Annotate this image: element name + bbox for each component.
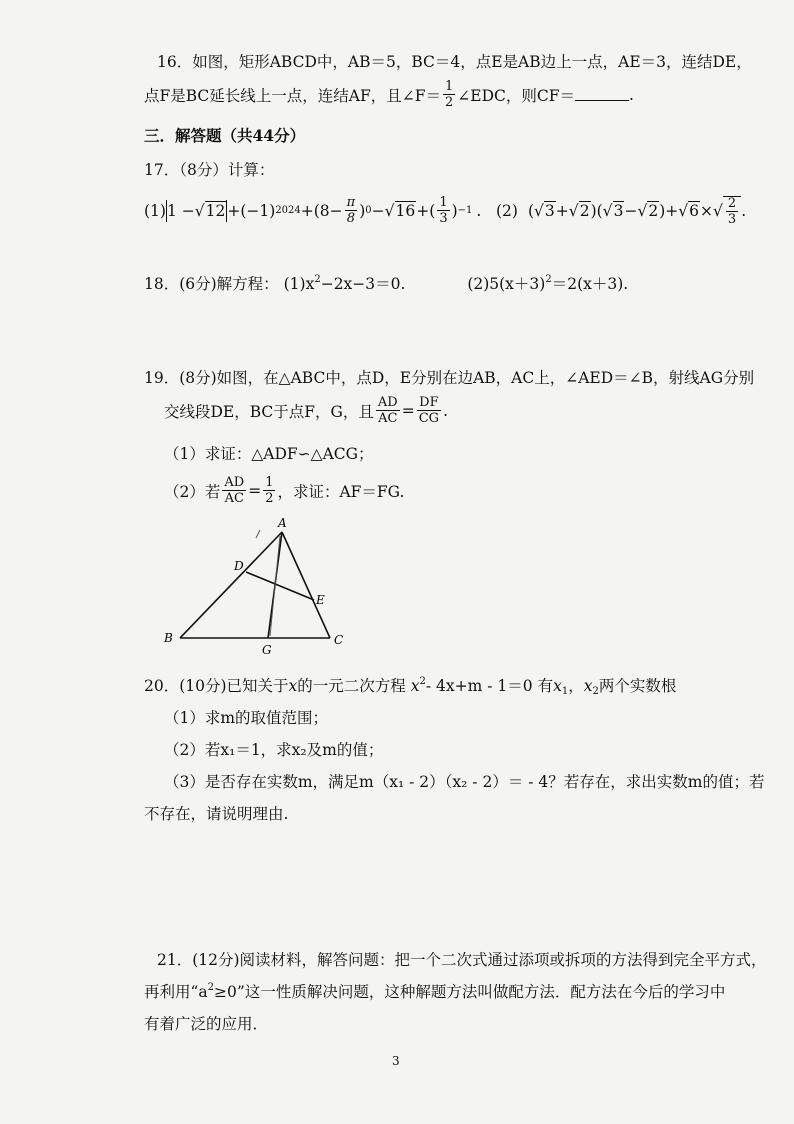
q18-p1-exp: 2 xyxy=(314,274,321,285)
q16-line2 xyxy=(144,80,634,109)
q16-fraction xyxy=(443,80,455,109)
q19-eq: = xyxy=(401,401,415,420)
q21-line2 xyxy=(144,980,725,1002)
q17-sqrt-6: √6 xyxy=(678,202,700,220)
q17-radicand-3a: 3 xyxy=(544,202,555,220)
q19-f2-den: CG xyxy=(418,411,440,426)
q17-p1-g: ) xyxy=(451,201,458,220)
q19-sub2-vden: 2 xyxy=(265,491,274,506)
q17-sqrt-12: √12 xyxy=(194,201,226,220)
q16-frac-den: 2 xyxy=(444,95,454,110)
q17-part1: (1) 1 − √12 +(−1) 2024 +(8− $\frac{\pi}{8}$ ) 0 − √16 +( $\frac{1}{3}$ ) −1 . xyxy=(144,195,482,226)
label-g: G xyxy=(262,643,272,657)
q18-header: 18．(6分)解方程： xyxy=(144,275,279,293)
q16-frac-num: 1 xyxy=(444,79,454,94)
q17-p2-a: ( xyxy=(527,202,535,220)
q20-line1-d: 两个实数根 xyxy=(598,677,677,695)
q18-p2-b: ＝2(x＋3). xyxy=(551,275,629,293)
q19-line2 xyxy=(164,396,448,425)
q19-sub2 xyxy=(164,476,404,505)
q17-sqrt-3b: √3 xyxy=(602,202,624,220)
q17-sqrt-3a: √3 xyxy=(534,202,555,220)
label-c: C xyxy=(334,633,344,647)
q19-sub2-fnum: AD xyxy=(224,475,245,490)
q19-f1-num: AD xyxy=(377,395,398,410)
page-number: 3 xyxy=(392,1054,400,1068)
q17-pi-num: π xyxy=(346,195,356,210)
q17-part2 xyxy=(496,196,746,226)
label-e: E xyxy=(316,593,325,607)
q20-sub1: （1）求m的取值范围； xyxy=(164,709,329,727)
q17-radicand-2a: 2 xyxy=(579,202,590,220)
q17-p1-end: . xyxy=(476,201,482,220)
q20-x2-sub: 2 xyxy=(592,686,599,697)
q20-line1 xyxy=(144,674,676,696)
triangle-figure xyxy=(150,512,360,662)
q17-sqrt-frac: √ $\frac{2}{3}$ xyxy=(713,196,741,226)
label-a: A xyxy=(278,516,287,530)
q21-line2-a: 再利用“a xyxy=(144,983,208,1001)
q17-third-fraction xyxy=(437,196,449,225)
q17-third-den: 3 xyxy=(439,211,448,226)
label-b: B xyxy=(164,631,173,645)
q20-eq-rest: - 4x+m - 1＝0 xyxy=(425,677,533,695)
q17-p1-c: +(8− xyxy=(300,201,343,220)
q19-frac-df-cg xyxy=(417,396,441,425)
q17-p1-a: 1 − xyxy=(166,201,195,220)
line-de xyxy=(246,572,314,600)
q19-sub2-fden: AC xyxy=(224,491,244,506)
q19-sub2-eq: = xyxy=(248,481,262,500)
q17-radicand-6: 6 xyxy=(689,202,700,220)
pencil-tick xyxy=(256,530,260,538)
q18-p1-a: (1)x xyxy=(283,275,315,293)
q18-p2-exp: 2 xyxy=(545,274,552,285)
q17-p2-frac-den: 3 xyxy=(727,212,737,227)
q17-p2-e: )+ xyxy=(659,202,679,220)
q16-answer-blank[interactable] xyxy=(575,88,629,101)
q19-sub2-frac-ad-ac xyxy=(222,476,246,505)
q19-f1-den: AC xyxy=(378,411,398,426)
q20-x1: x xyxy=(553,677,562,695)
label-d: D xyxy=(234,559,244,573)
q17-p2-label: (2) xyxy=(496,202,518,220)
q21-line3: 有着广泛的应用． xyxy=(144,1015,269,1033)
q17-p1-label: (1) xyxy=(144,201,166,220)
q17-p1-e: − xyxy=(371,201,385,220)
q16-text-a: 点F是BC延长线上一点，连结AF，且∠F＝ xyxy=(144,86,441,105)
q16-text-end: . xyxy=(628,85,634,104)
q17-radicand-3b: 3 xyxy=(613,202,624,220)
q20-eq-exp: 2 xyxy=(419,676,426,687)
q17-p2-f: × xyxy=(700,202,714,220)
q17-pi-den: 8 xyxy=(346,211,356,226)
q19-line2-end: . xyxy=(443,401,449,420)
q19-line2-a: 交线段DE，BC于点F，G，且 xyxy=(164,402,374,421)
q17-radicand-2b: 2 xyxy=(648,202,659,220)
q17-pi-fraction xyxy=(345,196,358,225)
q20-line1-a: 20．(10分)已知关于 xyxy=(144,677,289,695)
q16-line1: 16．如图，矩形ABCD中，AB＝5，BC＝4，点E是AB边上一点，AE＝3，连结DE， xyxy=(157,53,752,71)
q20-line1-c: 有 xyxy=(537,677,554,695)
q17-third-num: 1 xyxy=(439,195,448,210)
q20-eq-x: x xyxy=(410,677,420,695)
q19-sub2-a: （2）若 xyxy=(164,482,221,501)
q17-radicand-12: 12 xyxy=(205,201,226,220)
q21-line1: 21．(12分)阅读材料，解答问题：把一个二次式通过添项或拆项的方法得到完全平方式， xyxy=(157,951,767,969)
q17-p1-d: ) xyxy=(359,201,366,220)
q17-p1-f: +( xyxy=(416,201,436,220)
q19-sub2-b: ，求证：AF＝FG. xyxy=(277,482,405,501)
q20-line1-b: 的一元二次方程 xyxy=(297,677,406,695)
q17-p2-fraction xyxy=(726,197,738,226)
q19-f2-num: DF xyxy=(419,395,439,410)
q20-x1-sub: 1 xyxy=(561,686,569,697)
q17-sqrt-frac-rad xyxy=(723,196,741,226)
q17-p1-b: +(−1) xyxy=(227,201,276,220)
q20-comma: ， xyxy=(568,677,584,695)
q17-p2-end: . xyxy=(741,202,747,220)
q17-p2-d: − xyxy=(624,202,638,220)
q17-p2-c: )( xyxy=(590,202,603,220)
line-ab xyxy=(180,532,282,638)
q19-sub2-vnum: 1 xyxy=(265,475,274,490)
q20-sub3: （3）是否存在实数m，满足m（x₁ - 2）（x₂ - 2）＝ - 4？若存在，求出实数m的值；若 xyxy=(164,773,765,791)
q19-frac-ad-ac xyxy=(376,396,400,425)
q17-p2-b: + xyxy=(555,202,569,220)
q20-sub2: （2）若x₁＝1，求x₂及m的值； xyxy=(164,741,384,759)
q21-line2-b: ≥0”这一性质解决问题，这种解题方法叫做配方法．配方法在今后的学习中 xyxy=(214,983,726,1001)
q18-p2-a: (2)5(x＋3) xyxy=(467,275,546,293)
q19-sub1: （1）求证：△ADF∽△ACG； xyxy=(164,445,374,463)
q18-line xyxy=(144,272,628,294)
q19-line1: 19．(8分)如图，在△ABC中，点D，E分别在边AB，AC上，∠AED＝∠B，射线AG分别 xyxy=(144,369,755,387)
q16-text-b: ∠EDC，则CF＝ xyxy=(457,86,575,105)
q17-sqrt-2b: √2 xyxy=(637,202,659,220)
q20-var-x: x xyxy=(288,677,298,695)
q17-header: 17．（8分）计算： xyxy=(144,161,275,179)
q18-p1-b: −2x−3＝0. xyxy=(320,275,406,293)
q19-sub2-frac-half xyxy=(263,476,275,505)
q17-p2-frac-num: 2 xyxy=(727,196,737,211)
q20-x2: x xyxy=(583,677,593,695)
q17-sqrt-16: √16 xyxy=(384,201,416,220)
q17-sqrt-2a: √2 xyxy=(568,202,590,220)
line-ac xyxy=(282,532,330,638)
q21-line2-exp: 2 xyxy=(207,982,215,993)
q17-radicand-16: 16 xyxy=(395,201,416,220)
section-3-title: 三．解答题（共44分） xyxy=(144,126,306,145)
q20-sub3-cont: 不存在，请说明理由. xyxy=(144,805,289,823)
